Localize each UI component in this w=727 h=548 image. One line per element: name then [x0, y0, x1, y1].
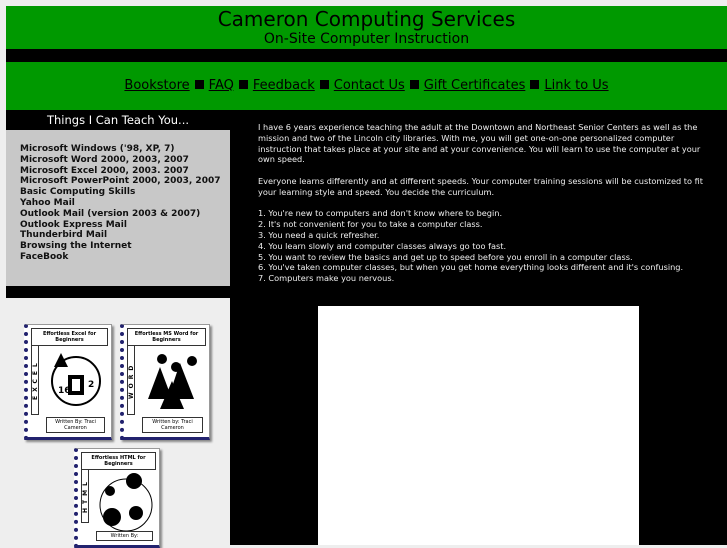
- svg-text:16: 16: [58, 386, 71, 396]
- nav-link-to-us[interactable]: Link to Us: [544, 78, 609, 93]
- book-side-label: WORD: [127, 345, 135, 415]
- nav-contact-us[interactable]: Contact Us: [333, 78, 405, 93]
- book-art-icon: [142, 347, 203, 413]
- intro-paragraph: I have 6 years experience teaching the adult at the Downtown and Northeast Senior Centers as well as the mission and two of the Lincoln city libraries. With me, you will get one-on-one personalized computer instruction that takes place at your site and at your convenience. You will learn to use the computer at your own speed.: [258, 122, 701, 165]
- square-separator-icon: [530, 80, 539, 89]
- intro-paragraph: Everyone learns differently and at different speeds. Your computer training sessions will be customized to fit your learning style and speed. You decide the curriculum.: [258, 175, 704, 197]
- reason-item: 6. You've taken computer classes, but when you get home everything looks different and it's confusing.: [258, 262, 684, 273]
- embedded-content-area: [318, 306, 639, 545]
- skill-item: Basic Computing Skills: [20, 187, 136, 198]
- skill-item: Yahoo Mail: [20, 197, 75, 208]
- skill-item: FaceBook: [20, 251, 69, 262]
- book-title: Effortless HTML for Beginners: [81, 452, 156, 470]
- book-title: Effortless MS Word for Beginners: [127, 328, 206, 346]
- skill-item: Microsoft Excel 2000, 2003. 2007: [20, 165, 189, 176]
- square-separator-icon: [239, 80, 248, 89]
- reason-item: 4. You learn slowly and computer classes always go too fast.: [258, 240, 507, 251]
- book-author: Written By: Traci Cameron: [46, 417, 105, 433]
- books-panel: [6, 298, 230, 545]
- svg-text:2: 2: [88, 380, 95, 390]
- header: [6, 6, 727, 49]
- book-author: Written By:: [96, 531, 153, 541]
- book-side-label: HTML: [81, 469, 89, 523]
- skill-item: Microsoft Windows ('98, XP, 7): [20, 144, 175, 154]
- skill-item: Browsing the Internet: [20, 241, 132, 252]
- reason-item: 3. You need a quick refresher.: [258, 229, 380, 240]
- skill-item: Outlook Express Mail: [20, 219, 127, 230]
- square-separator-icon: [195, 80, 204, 89]
- book-html[interactable]: [74, 448, 160, 548]
- skill-item: Thunderbird Mail: [20, 230, 108, 241]
- skill-item: Microsoft PowerPoint 2000, 2003, 2007: [20, 176, 221, 187]
- site-title: Cameron Computing Services: [217, 7, 516, 31]
- reason-item: 2. It's not convenient for you to take a computer class.: [258, 219, 483, 230]
- book-art-icon: [96, 471, 153, 521]
- book-title: Effortless Excel for Beginners: [31, 328, 108, 346]
- reason-item: 1. You're new to computers and don't know where to begin.: [258, 208, 503, 219]
- square-separator-icon: [410, 80, 419, 89]
- main-content: [258, 122, 708, 284]
- book-excel[interactable]: [24, 324, 112, 440]
- nav-faq[interactable]: FAQ: [208, 78, 234, 93]
- sidebar-heading: Things I Can Teach You...: [46, 113, 190, 127]
- reason-item: 7. Computers make you nervous.: [258, 273, 395, 284]
- book-art-icon: [46, 347, 105, 413]
- skills-list: [6, 130, 230, 286]
- nav-bar: [6, 62, 727, 110]
- skill-item: Outlook Mail (version 2003 & 2007): [20, 208, 201, 219]
- site-subtitle: On-Site Computer Instruction: [263, 31, 470, 47]
- reason-item: 5. You want to review the basics and get up to speed before you enroll in a computer class.: [258, 251, 633, 262]
- nav-gift-certificates[interactable]: Gift Certificates: [423, 78, 526, 93]
- nav-feedback[interactable]: Feedback: [252, 78, 315, 93]
- book-side-label: EXCEL: [31, 345, 39, 415]
- page: [6, 6, 727, 545]
- book-author: Written by: Traci Cameron: [142, 417, 203, 433]
- square-separator-icon: [320, 80, 329, 89]
- skill-item: Microsoft Word 2000, 2003, 2007: [20, 154, 189, 165]
- book-word[interactable]: [120, 324, 210, 440]
- nav-bookstore[interactable]: Bookstore: [124, 78, 190, 93]
